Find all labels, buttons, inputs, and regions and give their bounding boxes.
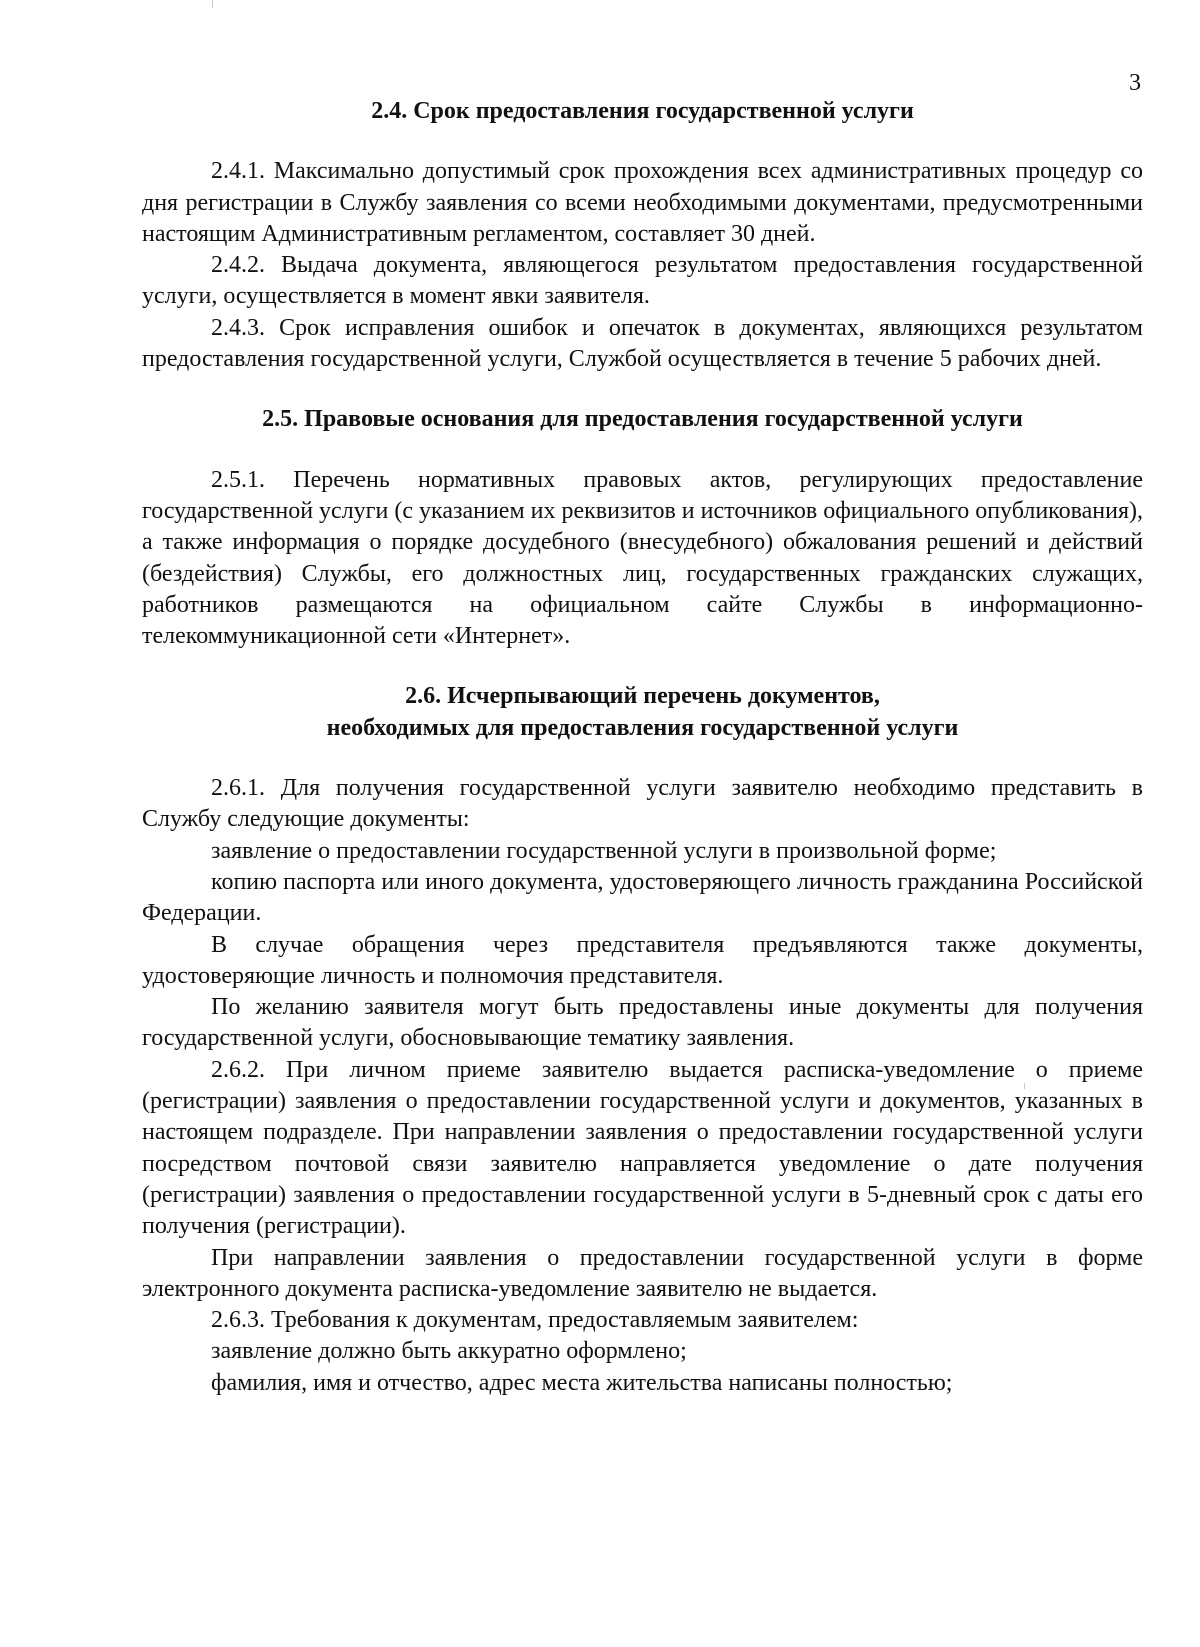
scan-mark: [212, 0, 213, 8]
paragraph-2-5-1: 2.5.1. Перечень нормативных правовых актов, регулирующих предоставление государственной услуги (с указанием их реквизитов и источников официального опубликования), а также информация о порядке досудебного (внесудебного) обжалования решений и действий (бездействия) Службы, его должностных лиц, государственных гражданских служащих, работников размещаются на официальном сайте Службы в информационно-телекоммуникационной сети «Интернет».: [142, 466, 1143, 650]
paragraph-2-4-2: 2.4.2. Выдача документа, являющегося результатом предоставления государственной услуги, осуществляется в момент явки заявителя.: [142, 252, 1143, 310]
paragraph: При направлении заявления о предоставлении государственной услуги в форме электронного документа расписка-уведомление заявителю не выдается.: [142, 1244, 1143, 1302]
paragraph-2-4-1: 2.4.1. Максимально допустимый срок прохождения всех административных процедур со дня регистрации в Службу заявления со всеми необходимыми документами, предусмотренными настоящим Административным регламентом, составляет 30 дней.: [142, 158, 1143, 247]
document-body: [142, 96, 1143, 1399]
paragraph: В случае обращения через представителя предъявляются также документы, удостоверяющие личность и полномочия представителя.: [142, 931, 1143, 989]
section-2-4: [142, 96, 1143, 375]
paragraph: По желанию заявителя могут быть предоставлены иные документы для получения государственной услуги, обосновывающие тематику заявления.: [142, 994, 1143, 1052]
page-number: 3: [1129, 70, 1141, 96]
heading-line: 2.6. Исчерпывающий перечень документов,: [405, 683, 880, 710]
section-heading: [142, 96, 1143, 127]
heading-line: 2.5. Правовые основания для предоставления государственной услуги: [262, 406, 1023, 433]
paragraph-2-6-1: 2.6.1. Для получения государственной услуги заявителю необходимо представить в Службу следующие документы:: [142, 775, 1143, 833]
list-item: заявление о предоставлении государственной услуги в произвольной форме;: [211, 837, 997, 864]
heading-line: необходимых для предоставления государственной услуги: [326, 714, 959, 741]
list-item: фамилия, имя и отчество, адрес места жительства написаны полностью;: [211, 1369, 953, 1396]
section-2-5: [142, 404, 1143, 652]
paragraph-2-4-3: 2.4.3. Срок исправления ошибок и опечаток в документах, являющихся результатом предоставления государственной услуги, Службой осуществляется в течение 5 рабочих дней.: [142, 314, 1143, 373]
section-2-6: [142, 681, 1143, 1399]
paragraph-2-6-3: 2.6.3. Требования к документам, предоставляемым заявителем:: [211, 1307, 859, 1334]
list-item: копию паспорта или иного документа, удостоверяющего личность гражданина Российской Федерации.: [142, 868, 1143, 927]
section-heading: [142, 681, 1143, 744]
list-item: заявление должно быть аккуратно оформлено;: [211, 1338, 687, 1365]
section-heading: [142, 404, 1143, 435]
heading-line: 2.4. Срок предоставления государственной услуги: [371, 98, 914, 124]
paragraph-2-6-2: 2.6.2. При личном приеме заявителю выдается расписка-уведомление о приеме (регистрации) заявления о предоставлении государственной услуги и документов, указанных в настоящем подразделе. При направлении заявления о предоставлении государственной услуги посредством почтовой связи заявителю направляется уведомление о дате получения (регистрации) заявления о предоставлении государственной услуги в 5-дневный срок с даты его получения (регистрации).: [142, 1056, 1143, 1240]
